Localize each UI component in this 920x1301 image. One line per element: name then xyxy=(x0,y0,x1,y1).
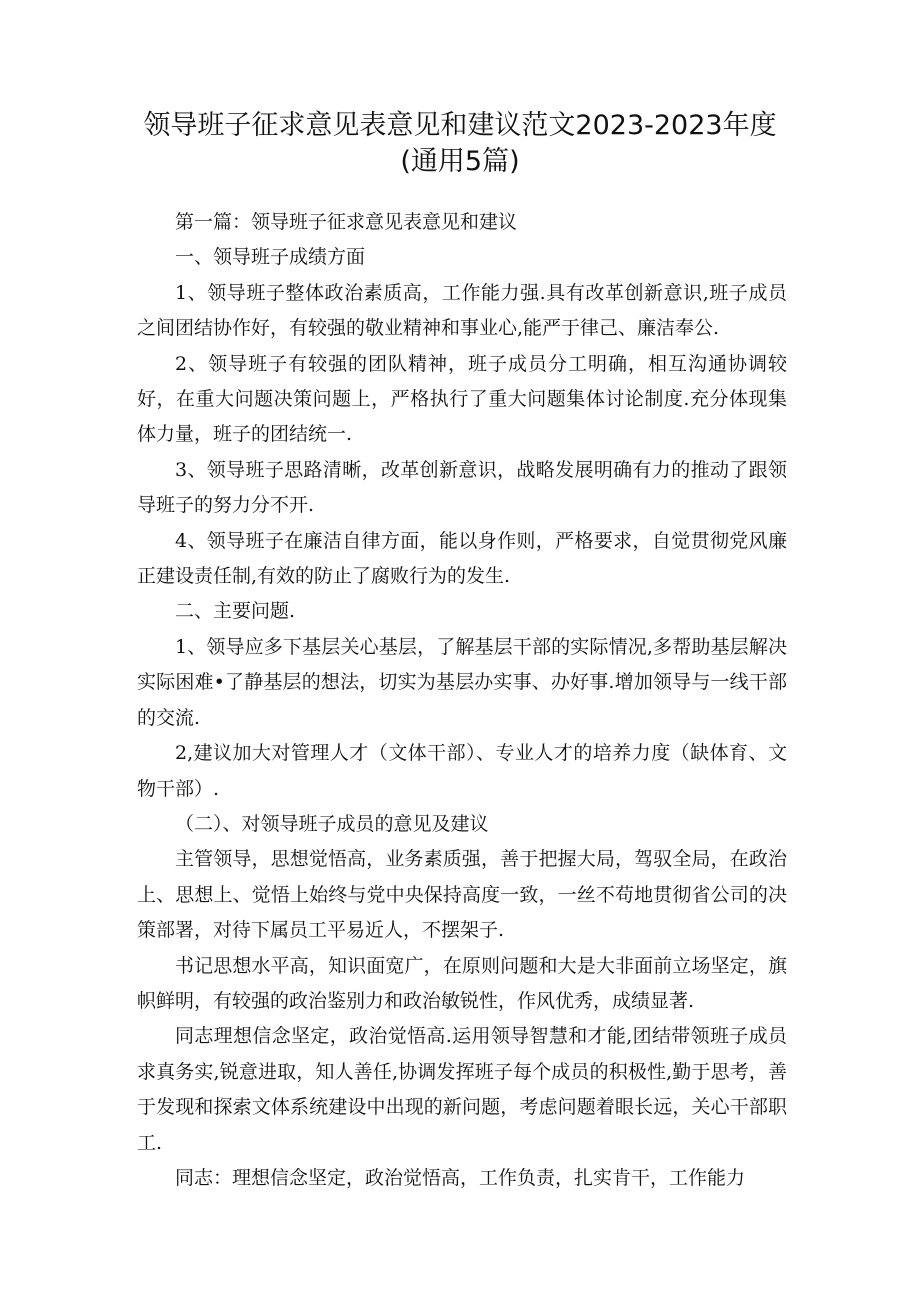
section-heading-part-one: 第一篇：领导班子征求意见表意见和建议 xyxy=(175,211,518,233)
paragraph-opinion-comrade-2: 同志：理想信念坚定，政治觉悟高，工作负责，扎实肯干，工作能力 xyxy=(175,1166,746,1189)
paragraph-opinion-supervisor: 主管领导，思想觉悟高，业务素质强，善于把握大局，驾驭全局，在政治上、思想上、觉悟上始终与党中央保持高度一致，一丝不苟地贯彻省公司的决策部署，对待下属员工平易近人，不摆架子. xyxy=(137,848,787,942)
paragraph-problem-2: 2,建议加大对管理人才（文体干部）、专业人才的培养力度（缺体育、文物干部）. xyxy=(137,742,787,800)
paragraph-achievement-4: 4、领导班子在廉洁自律方面，能以身作则，严格要求，自觉贯彻党风廉正建设责任制,有效的防止了腐败行为的发生. xyxy=(137,529,787,588)
paragraph-achievement-3: 3、领导班子思路清晰，改革创新意识，战略发展明确有力的推动了跟领导班子的努力分不开. xyxy=(137,458,787,517)
paragraph-achievement-2: 2、领导班子有较强的团队精神，班子成员分工明确，相互沟通协调较好，在重大问题决策问题上，严格执行了重大问题集体讨论制度.充分体现集体力量，班子的团结统一. xyxy=(137,352,787,446)
subheading-main-problems: 二、主要问题. xyxy=(175,600,296,623)
document-title-line-2: (通用5篇) xyxy=(400,146,520,177)
document-title-line-1: 领导班子征求意见表意见和建议范文2023-2023年度 xyxy=(143,110,777,141)
paragraph-opinion-secretary: 书记思想水平高，知识面宽广，在原则问题和大是大非面前立场坚定，旗帜鲜明，有较强的政治鉴别力和政治敏锐性，作风优秀，成绩显著. xyxy=(137,954,787,1012)
document-body xyxy=(137,205,787,1196)
paragraph-opinion-comrade-1: 同志理想信念坚定，政治觉悟高.运用领导智慧和才能,团结带领班子成员求真务实,锐意进取，知人善任,协调发挥班子每个成员的积极性,勤于思考，善于发现和探索文体系统建设中出现的新问题，考虑问题着眼长远，关心干部职工. xyxy=(137,1025,787,1154)
paragraph-problem-1: 1、领导应多下基层关心基层，了解基层干部的实际情况,多帮助基层解决实际困难•了静基层的想法，切实为基层办实事、办好事.增加领导与一线干部的交流. xyxy=(137,635,787,729)
subheading-member-opinions: （二）、对领导班子成员的意见及建议 xyxy=(175,812,489,835)
paragraph-achievement-1: 1、领导班子整体政治素质高，工作能力强.具有改革创新意识,班子成员之间团结协作好，有较强的敬业精神和事业心,能严于律己、廉洁奉公. xyxy=(137,281,787,340)
subheading-achievements: 一、领导班子成绩方面 xyxy=(175,246,366,269)
